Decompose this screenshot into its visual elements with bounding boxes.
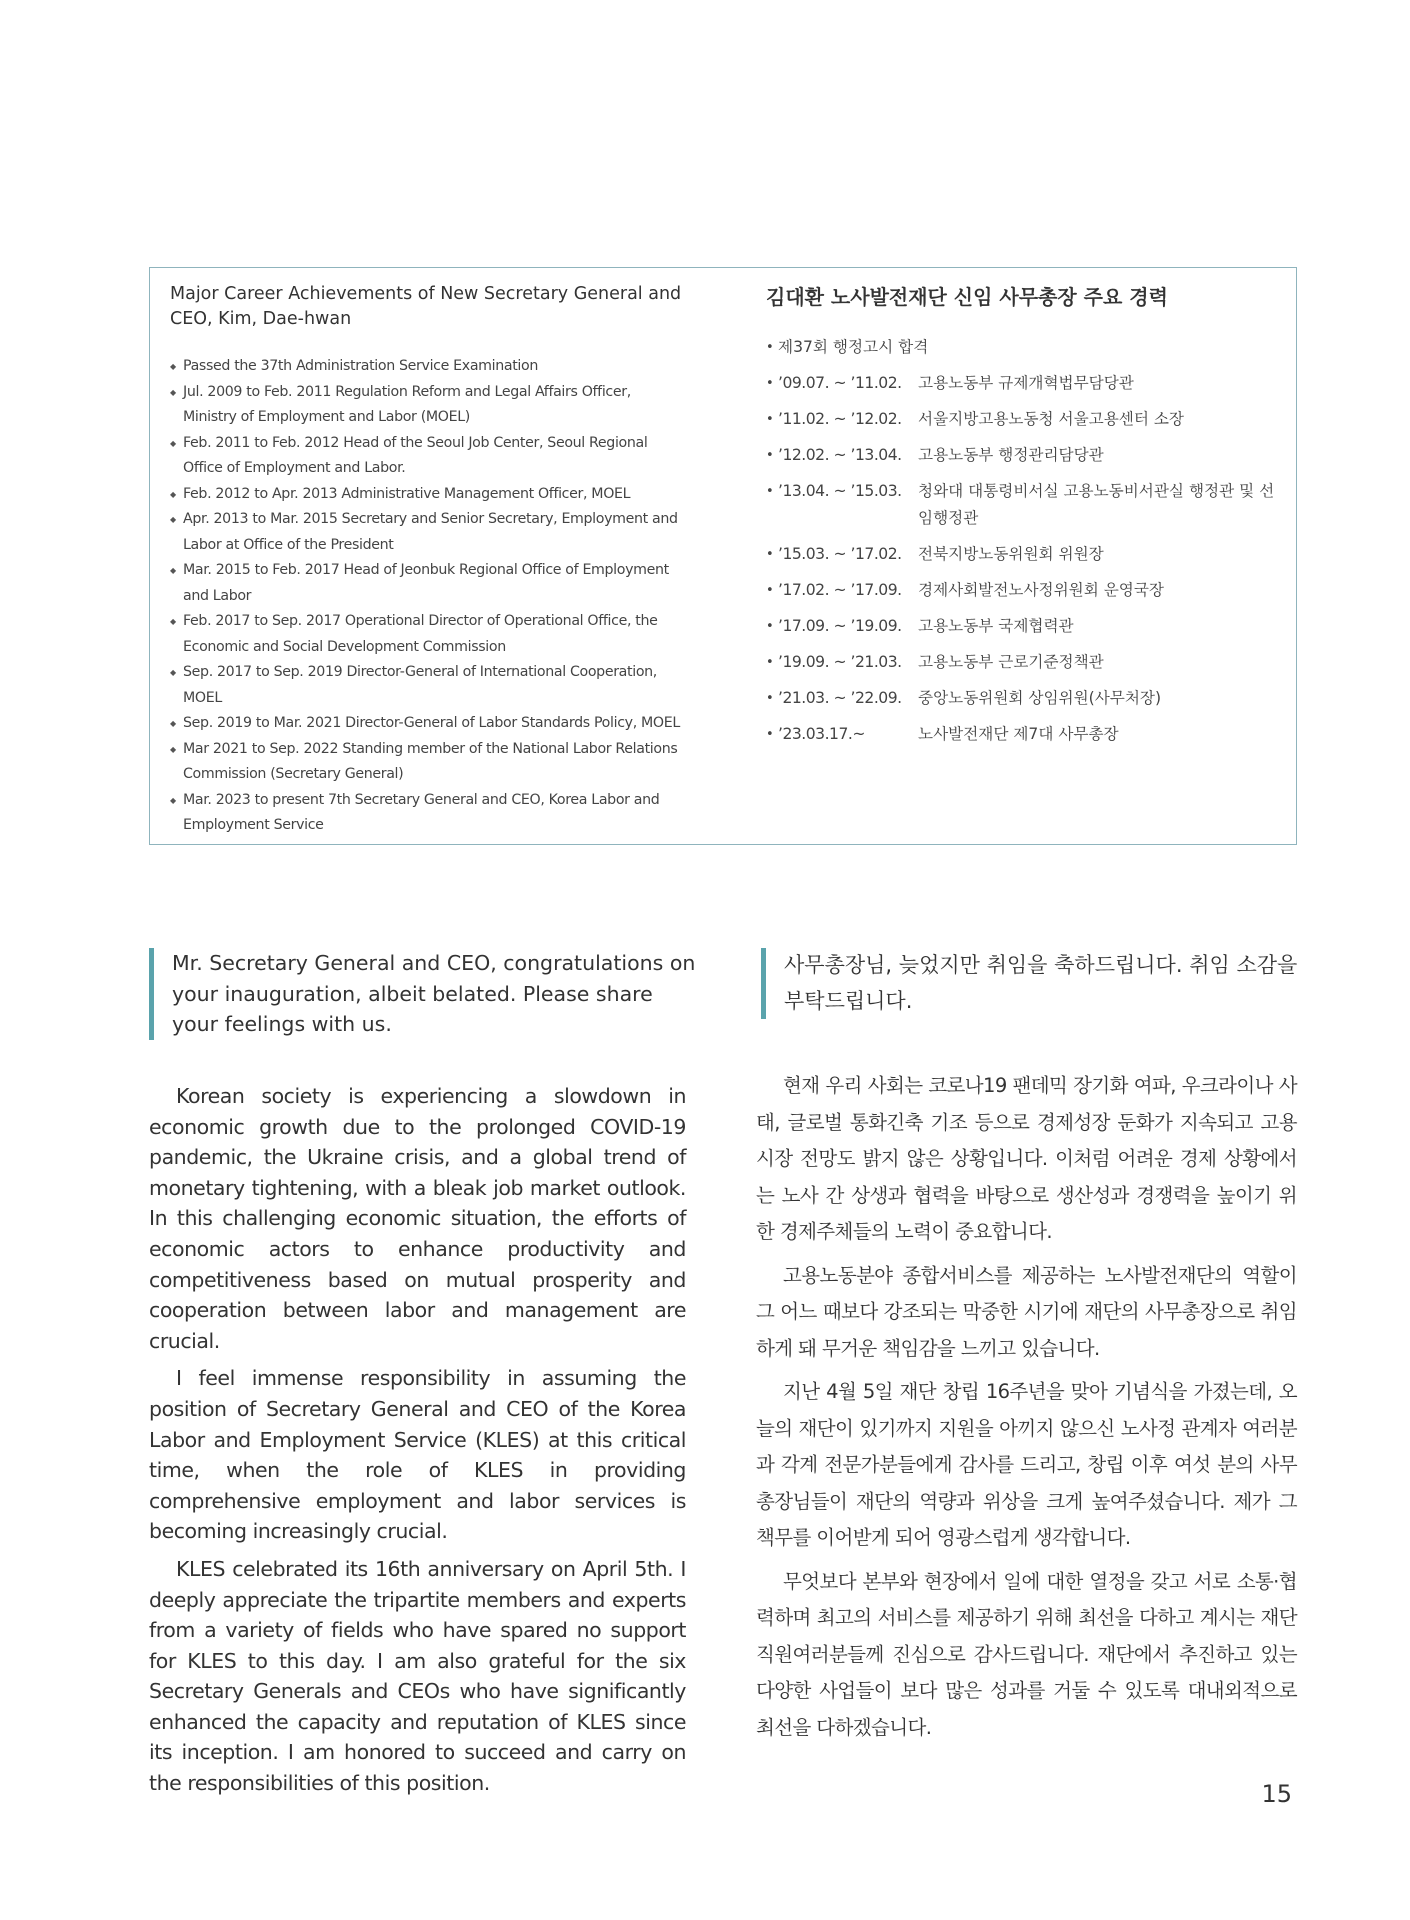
career-item-en: ◆ Mar 2021 to Sep. 2022 Standing member of the National Labor Relations Commission (Secretary General) bbox=[170, 737, 684, 788]
career-title-korean: 김대환 노사발전재단 신임 사무총장 주요 경력 bbox=[766, 285, 1168, 309]
answer-paragraph-ko: 고용노동분야 종합서비스를 제공하는 노사발전재단의 역할이 그 어느 때보다 강조되는 막중한 시기에 재단의 사무총장으로 취임하게 돼 무거운 책임감을 느끼고 있습니다. bbox=[756, 1263, 1297, 1360]
bullet-icon: • bbox=[766, 484, 774, 499]
career-period: ’23.03.17.~ bbox=[778, 725, 865, 743]
career-period: ’21.03. ~ ’22.09. bbox=[778, 689, 902, 707]
career-english-column bbox=[170, 282, 684, 839]
bullet-icon: • bbox=[766, 583, 774, 598]
career-role: 전북지방노동위원회 위원장 bbox=[918, 545, 1104, 563]
career-period: ’13.04. ~ ’15.03. bbox=[778, 482, 902, 500]
career-item-en: ◆ Sep. 2019 to Mar. 2021 Director-General of Labor Standards Policy, MOEL bbox=[170, 711, 684, 737]
career-item-en: ◆ Apr. 2013 to Mar. 2015 Secretary and Senior Secretary, Employment and Labor at Office of the President bbox=[170, 507, 684, 558]
career-item-en: ◆ Jul. 2009 to Feb. 2011 Regulation Reform and Legal Affairs Officer, Ministry of Employment and Labor (MOEL) bbox=[170, 380, 684, 431]
career-role: 청와대 대통령비서실 고용노동비서관실 행정관 및 선임행정관 bbox=[918, 482, 1275, 527]
career-period: ’12.02. ~ ’13.04. bbox=[778, 446, 902, 464]
answer-korean-column bbox=[756, 1068, 1297, 1753]
answer-paragraph-ko: 무엇보다 본부와 현장에서 일에 대한 열정을 갖고 서로 소통·협력하며 최고의 서비스를 제공하기 위해 최선을 다하고 계시는 재단 직원여러분들께 진심으로 감사드립니다. 재단에서 추진하고 있는 다양한 사업들이 보다 많은 성과를 거둘 수 있도록 대내외적으로 최선을 다하겠습니다. bbox=[756, 1569, 1297, 1739]
career-item-en: ◆ Passed the 37th Administration Service Examination bbox=[170, 354, 684, 380]
career-item-en: ◆ Feb. 2012 to Apr. 2013 Administrative Management Officer, MOEL bbox=[170, 482, 684, 508]
career-item-ko bbox=[766, 577, 1281, 604]
career-role: 고용노동부 규제개혁법무담당관 bbox=[918, 374, 1134, 392]
career-item-en: ◆ Feb. 2017 to Sep. 2017 Operational Director of Operational Office, the Economic and Social Development Commission bbox=[170, 609, 684, 660]
question-korean: 사무총장님, 늦었지만 취임을 축하드립니다. 취임 소감을 부탁드립니다. bbox=[761, 948, 1320, 1019]
career-role: 고용노동부 국제협력관 bbox=[918, 617, 1074, 635]
page-number: 15 bbox=[1261, 1780, 1292, 1808]
answer-paragraph-en: Korean society is experiencing a slowdown in economic growth due to the prolonged COVID-19 pandemic, the Ukraine crisis, and a global trend of monetary tightening, with a bleak job market outlook. In this challenging economic situation, the efforts of economic actors to enhance productivity and competitiveness based on mutual prosperity and cooperation between labor and management are crucial. bbox=[149, 1084, 686, 1353]
career-item-ko bbox=[766, 478, 1281, 532]
answer-paragraph-ko: 지난 4월 5일 재단 창립 16주년을 맞아 기념식을 가졌는데, 오늘의 재단이 있기까지 지원을 아끼지 않으신 노사정 관계자 여러분과 각계 전문가분들에게 감사를 드리고, 창립 이후 여섯 분의 사무총장님들이 재단의 역량과 위상을 크게 높여주셨습니다. 제가 그 책무를 이어받게 되어 영광스럽게 생각합니다. bbox=[756, 1380, 1297, 1549]
career-korean-column bbox=[766, 282, 1281, 757]
career-item-ko bbox=[766, 685, 1281, 712]
bullet-icon: • bbox=[766, 340, 774, 355]
bullet-icon: • bbox=[766, 727, 774, 742]
career-role: 고용노동부 행정관리담당관 bbox=[918, 446, 1104, 464]
career-role: 노사발전재단 제7대 사무총장 bbox=[918, 725, 1119, 743]
bullet-icon: • bbox=[766, 448, 774, 463]
career-role: 경제사회발전노사정위원회 운영국장 bbox=[918, 581, 1164, 599]
bullet-icon: • bbox=[766, 619, 774, 634]
career-role: 고용노동부 근로기준정책관 bbox=[918, 653, 1104, 671]
career-period: ’09.07. ~ ’11.02. bbox=[778, 374, 902, 392]
career-item-ko bbox=[766, 406, 1281, 433]
career-role: 중앙노동위원회 상임위원(사무처장) bbox=[918, 689, 1162, 707]
career-item-ko bbox=[766, 613, 1281, 640]
career-item-ko bbox=[766, 334, 1281, 361]
question-english: Mr. Secretary General and CEO, congratulations on your inauguration, albeit belated. Please share your feelings with us. bbox=[149, 948, 704, 1040]
bullet-icon: • bbox=[766, 691, 774, 706]
career-list-english bbox=[170, 354, 684, 839]
career-role: 서울지방고용노동청 서울고용센터 소장 bbox=[918, 410, 1184, 428]
career-period: ’19.09. ~ ’21.03. bbox=[778, 653, 902, 671]
career-period: ’15.03. ~ ’17.02. bbox=[778, 545, 902, 563]
bullet-icon: • bbox=[766, 547, 774, 562]
career-period: 제37회 행정고시 합격 bbox=[778, 338, 929, 356]
career-item-ko bbox=[766, 649, 1281, 676]
bullet-icon: • bbox=[766, 412, 774, 427]
career-item-ko bbox=[766, 721, 1281, 748]
career-title-english: Major Career Achievements of New Secretary General and CEO, Kim, Dae-hwan bbox=[170, 284, 682, 329]
career-period: ’17.09. ~ ’19.09. bbox=[778, 617, 902, 635]
answer-english-column bbox=[149, 1081, 686, 1806]
career-summary-box bbox=[149, 267, 1297, 845]
career-item-ko bbox=[766, 442, 1281, 469]
career-item-ko bbox=[766, 541, 1281, 568]
career-list-korean bbox=[766, 334, 1281, 748]
answer-paragraph-en: I feel immense responsibility in assuming the position of Secretary General and CEO of the Korea Labor and Employment Service (KLES) at this critical time, when the role of KLES in providing comprehensive employment and labor services is becoming increasingly crucial. bbox=[149, 1366, 686, 1544]
career-item-en: ◆ Feb. 2011 to Feb. 2012 Head of the Seoul Job Center, Seoul Regional Office of Employment and Labor. bbox=[170, 431, 684, 482]
career-item-en: ◆ Sep. 2017 to Sep. 2019 Director-General of International Cooperation, MOEL bbox=[170, 660, 684, 711]
career-item-en: ◆ Mar. 2023 to present 7th Secretary General and CEO, Korea Labor and Employment Service bbox=[170, 788, 684, 839]
answer-paragraph-ko: 현재 우리 사회는 코로나19 팬데믹 장기화 여파, 우크라이나 사태, 글로벌 통화긴축 기조 등으로 경제성장 둔화가 지속되고 고용시장 전망도 밝지 않은 상황입니다. 이처럼 어려운 경제 상황에서는 노사 간 상생과 협력을 바탕으로 생산성과 경쟁력을 높이기 위한 경제주체들의 노력이 중요합니다. bbox=[756, 1074, 1297, 1243]
bullet-icon: • bbox=[766, 376, 774, 391]
career-period: ’11.02. ~ ’12.02. bbox=[778, 410, 902, 428]
career-item-ko bbox=[766, 370, 1281, 397]
career-period: ’17.02. ~ ’17.09. bbox=[778, 581, 902, 599]
career-item-en: ◆ Mar. 2015 to Feb. 2017 Head of Jeonbuk Regional Office of Employment and Labor bbox=[170, 558, 684, 609]
answer-paragraph-en: KLES celebrated its 16th anniversary on April 5th. I deeply appreciate the tripartite members and experts from a variety of fields who have spared no support for KLES to this day. I am also grateful for the six Secretary Generals and CEOs who have significantly enhanced the capacity and reputation of KLES since its inception. I am honored to succeed and carry on the responsibilities of this position. bbox=[149, 1556, 686, 1796]
bullet-icon: • bbox=[766, 655, 774, 670]
